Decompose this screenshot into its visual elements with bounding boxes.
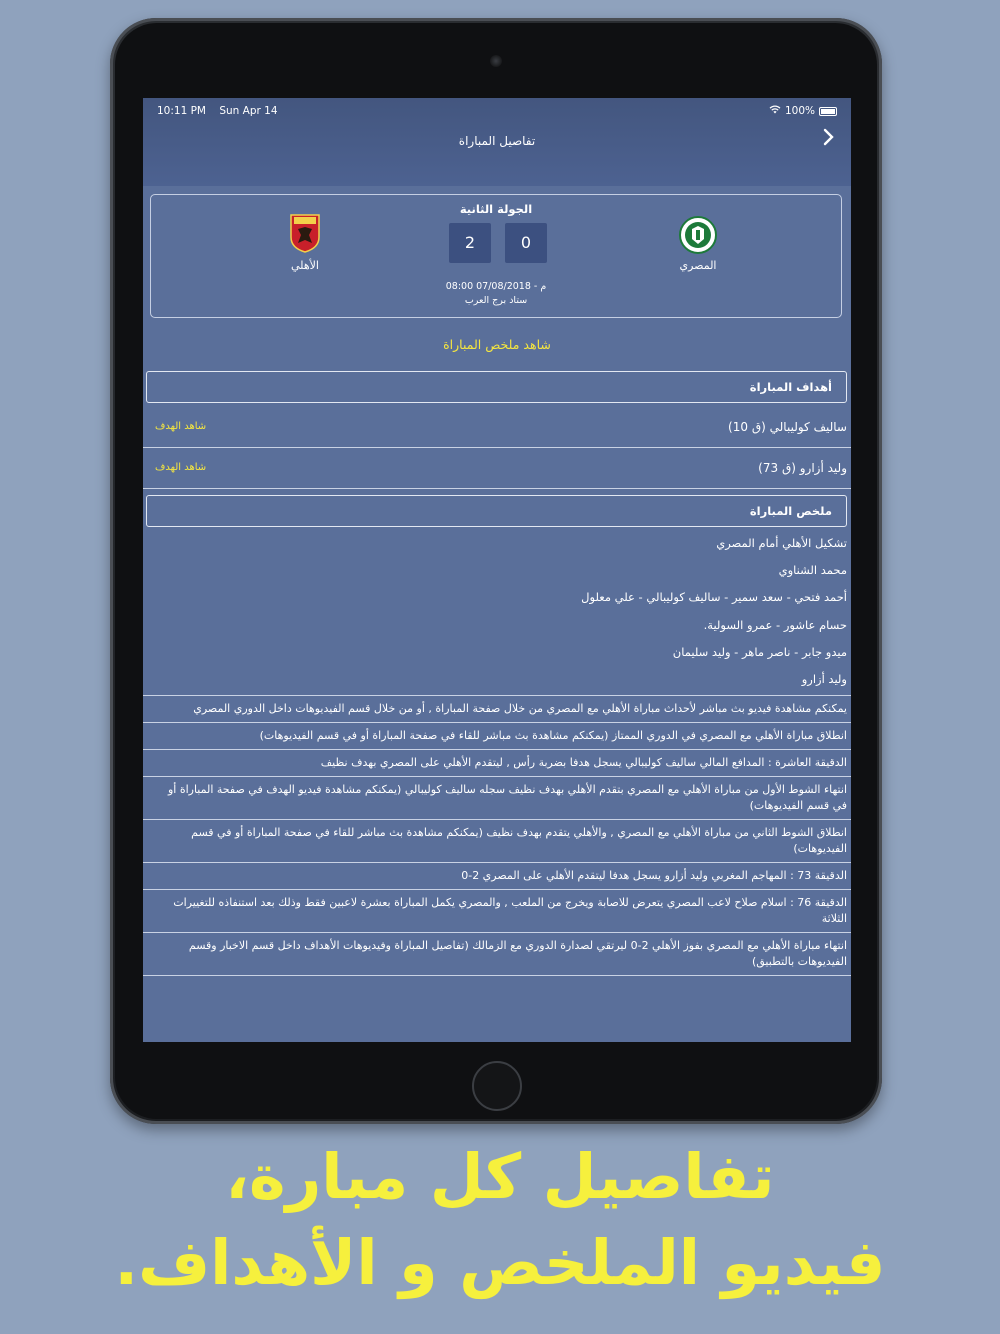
watch-goal-link[interactable]: شاهد الهدف: [155, 462, 207, 473]
al-ahly-logo-icon[interactable]: [288, 213, 322, 253]
chevron-right-icon: [823, 128, 835, 146]
match-round: الجولة الثانية: [459, 202, 533, 216]
match-datetime: 08:00 م - 07/08/2018: [445, 281, 547, 292]
lineup-line: تشكيل الأهلي أمام المصري: [716, 536, 847, 550]
home-score: 0: [505, 223, 547, 263]
match-card: [150, 194, 842, 318]
lineup-list: [143, 530, 851, 693]
back-button[interactable]: [823, 128, 835, 151]
event-item: انتهاء الشوط الأول من مباراة الأهلي مع المصري بتقدم الأهلي بهدف نظيف سجله ساليف كوليبالي (يمكنكم مشاهدة فيديو الهدف في صفحة المباراة أو في قسم الفيديوهات): [143, 776, 851, 819]
page-title: تفاصيل المباراة: [458, 134, 536, 148]
goal-scorer: ساليف كوليبالي (ق 10): [728, 420, 847, 434]
event-item: الدقيقة 76 : اسلام صلاح لاعب المصري يتعرض للاصابة ويخرج من الملعب , والمصري يكمل المباراة بعشرة لاعبين فقط وذلك بعد استنفاذه للتغييرات الثلاثة: [143, 889, 851, 932]
status-date: Sun Apr 14: [219, 105, 278, 117]
status-indicators: [769, 105, 837, 117]
watch-summary-link[interactable]: شاهد ملخص المباراة: [443, 337, 551, 352]
event-item: الدقيقة العاشرة : المدافع المالي ساليف كوليبالي يسجل هدفا بضربة رأس , ليتقدم الأهلي على المصري بهدف نظيف: [143, 749, 851, 776]
front-camera: [490, 55, 502, 67]
summary-section-header: ملخص المباراة: [146, 495, 847, 527]
battery-percent: 100%: [784, 105, 815, 117]
lineup-line: محمد الشناوي: [778, 563, 847, 578]
event-item: انطلاق الشوط الثاني من مباراة الأهلي مع المصري , والأهلي يتقدم بهدف نظيف (يمكنكم مشاهدة بث مباشر للقاء في صفحة المباراة أو في قسم الفيديوهات): [143, 819, 851, 862]
match-events-list: [143, 695, 851, 976]
promo-caption-line-1: تفاصيل كل مبارة،: [225, 1140, 775, 1213]
event-item: انطلاق مباراة الأهلي مع المصري في الدوري الممتاز (يمكنكم مشاهدة بث مباشر للقاء في صفحة المباراة أو في قسم الفيديوهات): [143, 722, 851, 749]
goal-row: [143, 408, 851, 448]
battery-icon: [819, 107, 837, 116]
status-time-date: [157, 105, 278, 117]
goal-row: [143, 449, 851, 489]
lineup-line: وليد أزارو: [801, 671, 847, 686]
event-item: الدقيقة 73 : المهاجم المغربي وليد أزارو يسجل هدفا ليتقدم الأهلي على المصري 2-0: [143, 862, 851, 889]
match-venue: ستاد برج العرب: [464, 295, 528, 306]
away-score: 2: [449, 223, 491, 263]
lineup-line: أحمد فتحي - سعد سمير - ساليف كوليبالي - علي معلول: [581, 590, 847, 605]
home-button[interactable]: [472, 1061, 522, 1111]
watch-goal-link[interactable]: شاهد الهدف: [155, 421, 207, 432]
goal-scorer: وليد أزارو (ق 73): [758, 461, 847, 475]
lineup-line: حسام عاشور - عمرو السولية.: [703, 617, 847, 632]
top-bar: [143, 98, 851, 186]
lineup-line: ميدو جابر - ناصر ماهر - وليد سليمان: [672, 644, 847, 659]
wifi-icon: [769, 105, 781, 117]
goals-section-header: أهداف المباراة: [146, 371, 847, 403]
tablet-device: [110, 18, 882, 1124]
home-team-name: المصري: [679, 259, 717, 272]
event-item: يمكنكم مشاهدة فيديو بث مباشر لأحداث مباراة الأهلي مع المصري من خلال صفحة المباراة , أو من خلال قسم الفيديوهات داخل الدوري المصري: [143, 695, 851, 722]
promo-caption-line-2: فيديو الملخص و الأهداف.: [114, 1226, 886, 1299]
away-team-name: الأهلي: [291, 259, 319, 272]
status-time: 10:11 PM: [157, 105, 206, 117]
al-masry-logo-icon[interactable]: [679, 215, 713, 255]
event-item: انتهاء مباراة الأهلي مع المصري بفوز الأهلي 2-0 ليرتقي لصدارة الدوري مع الزمالك (تفاصيل المباراة وفيديوهات الأهداف داخل قسم الاخبار وقسم الفيديوهات بالتطبيق): [143, 932, 851, 976]
app-screen: [143, 98, 851, 1042]
